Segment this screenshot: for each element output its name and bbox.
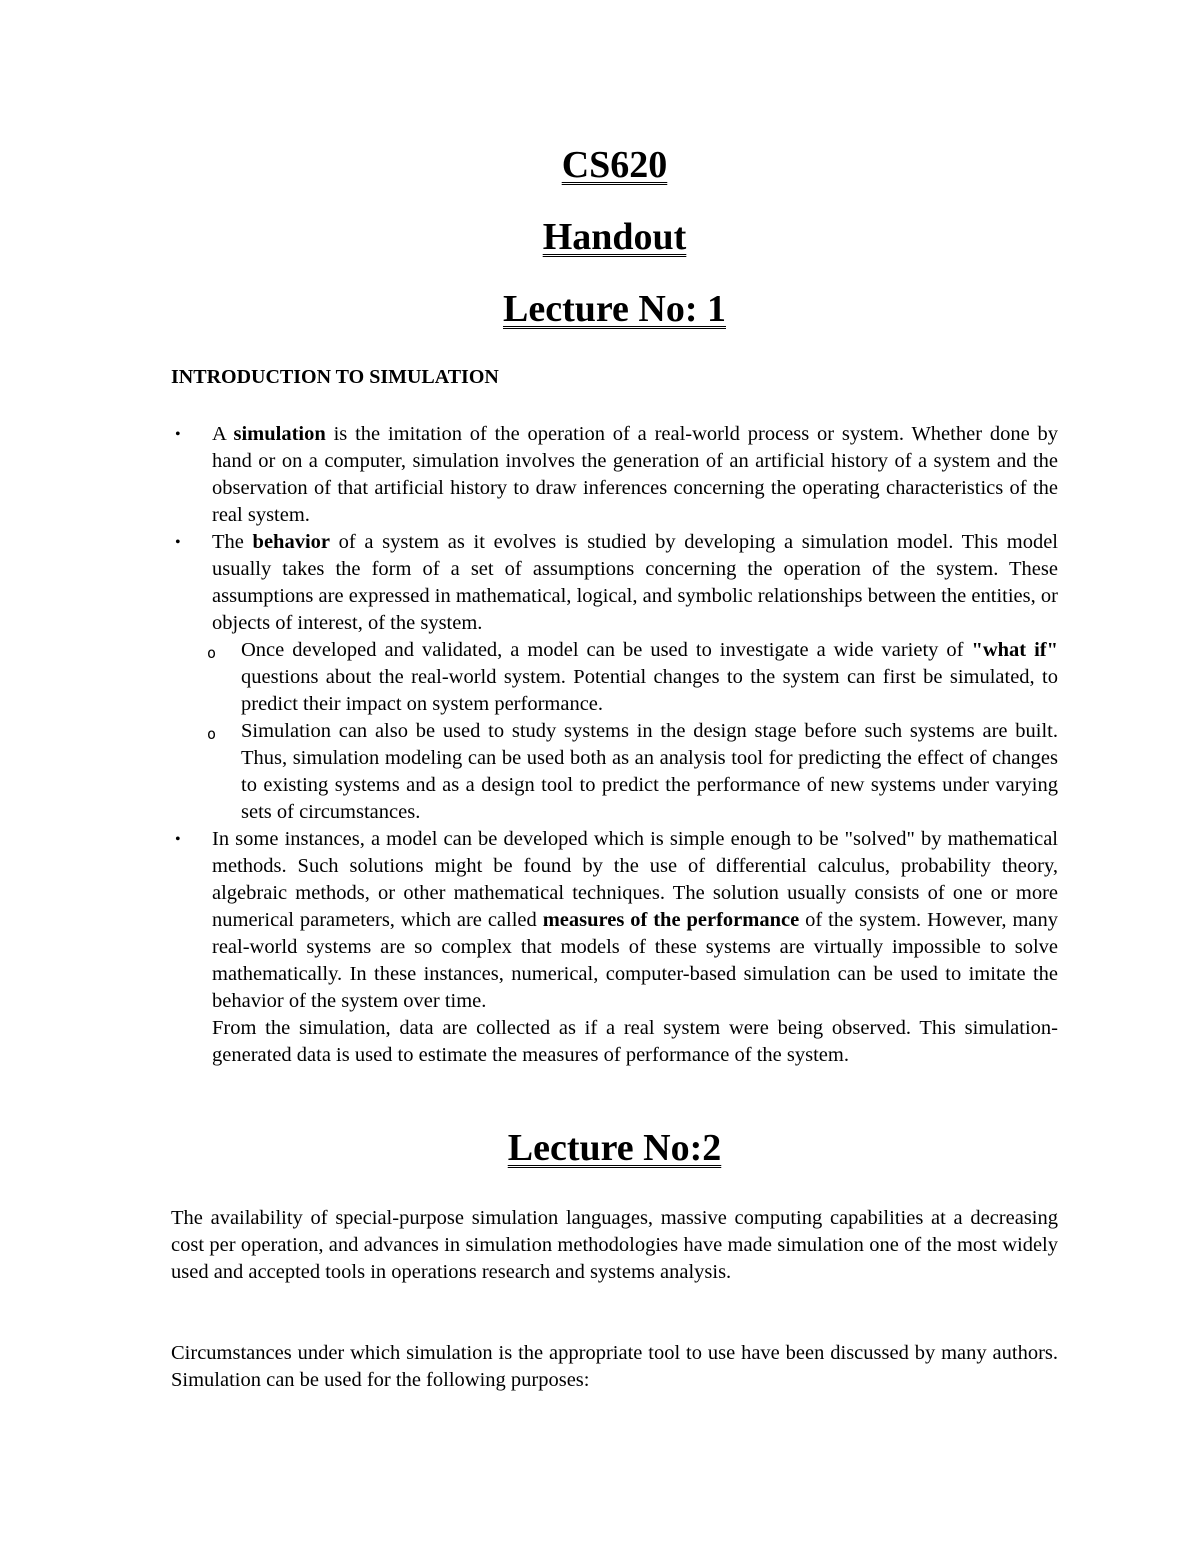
sub-list [171,637,1058,826]
bullet-text-prefix: A [212,423,234,445]
bullet-icon: • [175,534,181,551]
handout-title: Handout [542,216,687,258]
bullet-text-prefix: In some instances, a model can be developed which is simple enough to be "solved" by mathematical methods. Such solutions might be found by the use of differential calculus, probability theory, algebraic methods, or other mathematical techniques. The solution usually consists of one or more numerical parameters, which are called [212,828,1058,931]
bullet-text: of the system. However, many real-world systems are so complex that models of these systems are virtually impossible to solve mathematically. In these instances, numerical, computer-based simulation can be used to imitate the behavior of the system over time. [212,909,1058,1012]
bullet-bold-term: simulation [233,423,326,445]
bullet-list [171,421,1058,1069]
bullet-text-prefix: The [212,531,253,553]
lecture-2-paragraph-1: The availability of special-purpose simulation languages, massive computing capabilities at a decreasing cost per operation, and advances in simulation methodologies have made simulation one of the most widely used and accepted tools in operations research and systems analysis. [171,1207,1058,1283]
bullet-icon: • [175,426,181,443]
list-item [171,421,1058,529]
sub-item-text: questions about the real-world system. Potential changes to the system can first be simulated, to predict their impact on system performance. [241,666,1058,715]
sub-item-text-prefix: Once developed and validated, a model can be used to investigate a wide variety of [241,639,972,661]
section-heading: INTRODUCTION TO SIMULATION [171,366,499,388]
bullet-text-continued: From the simulation, data are collected as if a real system were being observed. This simulation-generated data is used to estimate the measures of performance of the system. [212,1017,1058,1066]
course-title: CS620 [561,144,668,186]
bullet-text: is the imitation of the operation of a real-world process or system. Whether done by hand or on a computer, simulation involves the generation of an artificial history of a system and the observation of that artificial history to draw inferences concerning the operating characteristics of the real system. [212,423,1058,526]
lecture-2-paragraph-2: Circumstances under which simulation is the appropriate tool to use have been discussed by many authors. Simulation can be used for the following purposes: [171,1342,1058,1391]
bullet-bold-term: behavior [252,531,330,553]
sub-item-text: Simulation can also be used to study systems in the design stage before such systems are built. Thus, simulation modeling can be used both as an analysis tool for predicting the effect of changes to existing systems and as a design tool to predict the performance of new systems under varying sets of circumstances. [241,720,1058,823]
sub-bullet-icon: o [207,725,217,743]
bullet-bold-term: measures of the performance [542,909,800,931]
list-item [171,826,1058,1069]
sub-list-item [171,718,1058,826]
lecture-2-title: Lecture No:2 [507,1127,722,1169]
lecture-1-title: Lecture No: 1 [502,288,726,330]
sub-item-bold-term: "what if" [971,639,1058,661]
sub-list-item [171,637,1058,718]
sub-bullet-icon: o [207,644,217,662]
list-item [171,529,1058,826]
bullet-icon: • [175,831,181,848]
bullet-text: of a system as it evolves is studied by developing a simulation model. This model usually takes the form of a set of assumptions concerning the operation of the system. These assumptions are expressed in mathematical, logical, and symbolic relationships between the entities, or objects of interest, of the system. [212,531,1058,634]
